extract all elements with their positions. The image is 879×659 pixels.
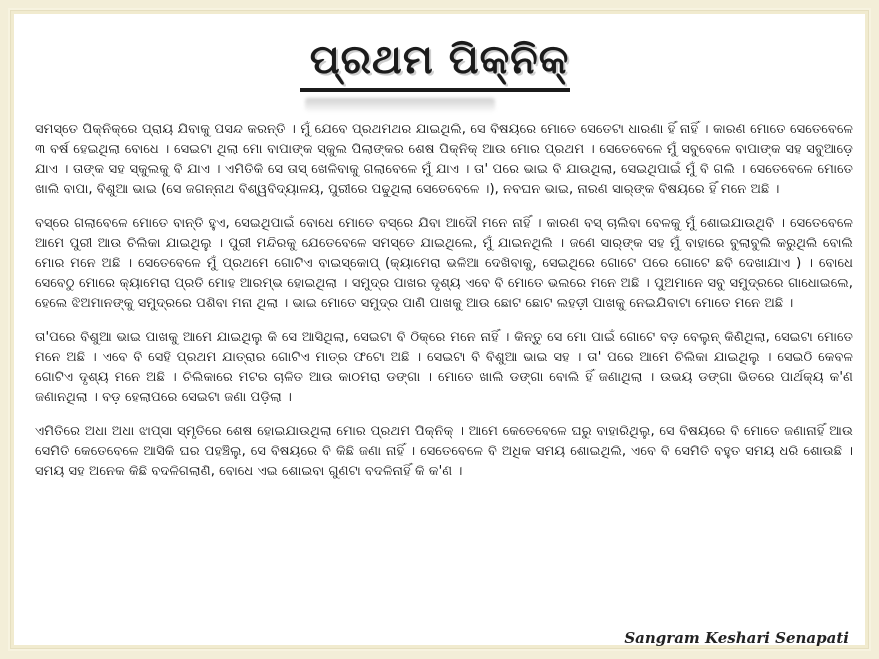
paragraph-1: ସମସ୍ତେ ପିକ୍‌ନିକ୍‌ରେ ପ୍ରାୟ ଯିବାକୁ ପସନ୍ଦ କରନ୍ତି । ମୁଁ ଯେବେ ପ୍ରଥମଥର ଯାଇଥିଲି, ସେ ବିଷୟରେ ମୋତେ ସେତେଟା ଧାରଣା ହିଁ ନାହିଁ । କାରଣ ମୋତେ ସେତେବେଳେ ୩ ବର୍ଷ ହେଇଥିଲା ବୋଧେ । ସେଇଟା ଥିଲା ମୋ ବାପାଙ୍କ ସ୍କୁଲ ପିଲାଙ୍କର ଶେଷ ପିକ୍‌ନିକ୍‌ ଆଉ ମୋର ପ୍ରଥମ । ସେତେବେଳେ ମୁଁ ସବୁବେଳେ ବାପାଙ୍କ ସହ ସବୁଆଡ଼େ ଯାଏ । ତାଙ୍କ ସହ ସ୍କୁଲକୁ ବି ଯାଏ । ଏମିତିକି ସେ ତାସ୍‌ ଖେଳିବାକୁ ଗଲାବେଳେ ମୁଁ ଯାଏ । ତା' ପରେ ଭାଇ ବି ଯାଉଥିଲା, ସେଇଥିପାଇଁ ମୁଁ ବି ଗଲି । ସେତେବେଳେ ମୋତେ ଖାଲି ବାପା, ବିଶୁଆ ଭାଇ (ସେ ଜଗନ୍ନାଥ ବିଶ୍ୱବିଦ୍ୟାଳୟ, ପୁରୀରେ ପଢୁଥିଲା ସେତେବେଳେ ।), ନବଘନ ଭାଇ, ନାରଣ ସାର୍‌ଙ୍କ ବିଷୟରେ ହିଁ ମନେ ଅଛି । <box>35 122 853 197</box>
page-title: ପ୍ରଥମ ପିକ୍‌ନିକ୍‌ <box>309 37 570 83</box>
paragraph-4: ଏମିତିରେ ଅଧା ଅଧା ଝାପ୍‌ସା ସ୍ମୃତିରେ ଶେଷ ହୋଇଯାଉଥିଲା ମୋର ପ୍ରଥମ ପିକ୍‌ନିକ୍‌ । ଆମେ କେତେବେଳେ ଘରୁ ବାହାରିଥିଲୁ, ସେ ବିଷୟରେ ବି ମୋତେ ଜଣାନାହିଁ ଆଉ ସେମିତି କେତେବେଳେ ଆସିକି ଘର ପହଞ୍ଚିଲୁ, ସେ ବିଷୟରେ ବି କିଛି ଜଣା ନାହିଁ । ସେତେବେଳେ ବି ଅଧିକ ସମୟ ଶୋଇଥିଲି, ଏବେ ବି ସେମିତି ବହୁତ ସମୟ ଧରି ଶୋଉଛି । ସମୟ ସହ ଅନେକ କିଛି ବଦଳିଗଲାଣି, ବୋଧେ ଏଇ ଶୋଇବା ଗୁଣଟା ବଦଳିନାହିଁ କି କ'ଣ । <box>35 424 853 479</box>
title-area <box>0 36 879 96</box>
paragraph-2: ବସ୍‌ରେ ଗଲାବେଳେ ମୋତେ ବାନ୍ତି ହୁଏ, ସେଇଥିପାଇଁ ବୋଧେ ମୋତେ ବସ୍‌ରେ ଯିବା ଆଦୌ ମନେ ନାହିଁ । କାରଣ ବସ୍‌ ଚାଲିବା ବେଳକୁ ମୁଁ ଶୋଇଯାଉଥିବି । ସେତେବେଳେ ଆମେ ପୁରୀ ଆଉ ଚିଲିକା ଯାଇଥିଲୁ । ପୁରୀ ମନ୍ଦିରକୁ ଯେତେବେଳେ ସମସ୍ତେ ଯାଇଥିଲେ, ମୁଁ ଯାଇନଥିଲି । ଜଣେ ସାର୍‌ଙ୍କ ସହ ମୁଁ ବାହାରେ ବୁଲାବୁଲି କରୁଥିଲି ବୋଲି ମୋର ମନେ ଅଛି । ସେତେବେଳେ ମୁଁ ପ୍ରଥମେ ଗୋଟିଏ ବାଇସ୍କୋପ୍‌ (କ୍ୟାମେରା ଭଳିଆ ଦେଖିବାକୁ, ସେଇଥିରେ ଗୋଟେ ପରେ ଗୋଟେ ଛବି ଦେଖାଯାଏ ) । ବୋଧେ ସେବେଠୁ ମୋରେ କ୍ୟାମେରା ପ୍ରତି ମୋହ ଆରମ୍ଭ ହୋଇଥିଲା । ସମୁଦ୍ର ପାଖର ଦୃଶ୍ୟ ଏବେ ବି ମୋତେ ଭଲରେ ମନେ ଅଛି । ପୁଅମାନେ ସବୁ ସମୁଦ୍ରରେ ଗାଧୋଇଲେ, ହେଲେ ଝିଅମାନଙ୍କୁ ସମୁଦ୍ରରେ ପଶିବା ମନା ଥିଲା । ଭାଇ ମୋତେ ସମୁଦ୍ର ପାଣି ପାଖକୁ ଆଉ ଛୋଟ ଛୋଟ ଲହଡ଼ୀ ପାଖକୁ ନେଇଯିବାଟା ମୋତେ ମନେ ଅଛି । <box>35 216 853 311</box>
paragraph-3: ତା'ପରେ ବିଶୁଆ ଭାଇ ପାଖକୁ ଆମେ ଯାଇଥିଲୁ କି ସେ ଆସିଥିଲା, ସେଇଟା ବି ଠିକ୍‌ରେ ମନେ ନାହିଁ । କିନ୍ତୁ ସେ ମୋ ପାଇଁ ଗୋଟେ ବଡ଼ ବେଲୁନ୍‌ କିଣିଥିଲା, ସେଇଟା ମୋତେ ମନେ ଅଛି । ଏବେ ବି ସେହି ପ୍ରଥମ ଯାତ୍ରାର ଗୋଟିଏ ମାତ୍ର ଫଟୋ ଅଛି । ସେଇଟା ବି ବିଶୁଆ ଭାଇ ସହ । ତା' ପରେ ଆମେ ଚିଲିକା ଯାଇଥିଲୁ । ସେଇଠି କେବଳ ଗୋଟିଏ ଦୃଶ୍ୟ ମନେ ଅଛି । ଚିଲିକାରେ ମଟର ଚାଳିତ ଆଉ କାଠମରା ଡଙ୍ଗା । ମୋତେ ଖାଲି ଡଙ୍ଗା ବୋଲି ହିଁ ଜଣାଥିଲା । ଉଭୟ ଡଙ୍ଗା ଭିତରେ ପାର୍ଥକ୍ୟ କ'ଣ ଜଣାନଥିଲା । ବଡ଼ ହେଲାପରେ ସେଇଟା ଜଣା ପଡ଼ିଲା । <box>35 330 853 405</box>
article-body <box>35 120 853 496</box>
title-underline <box>300 88 570 92</box>
author-signature: Sangram Keshari Senapati <box>624 629 849 647</box>
title-reflection <box>305 98 495 112</box>
